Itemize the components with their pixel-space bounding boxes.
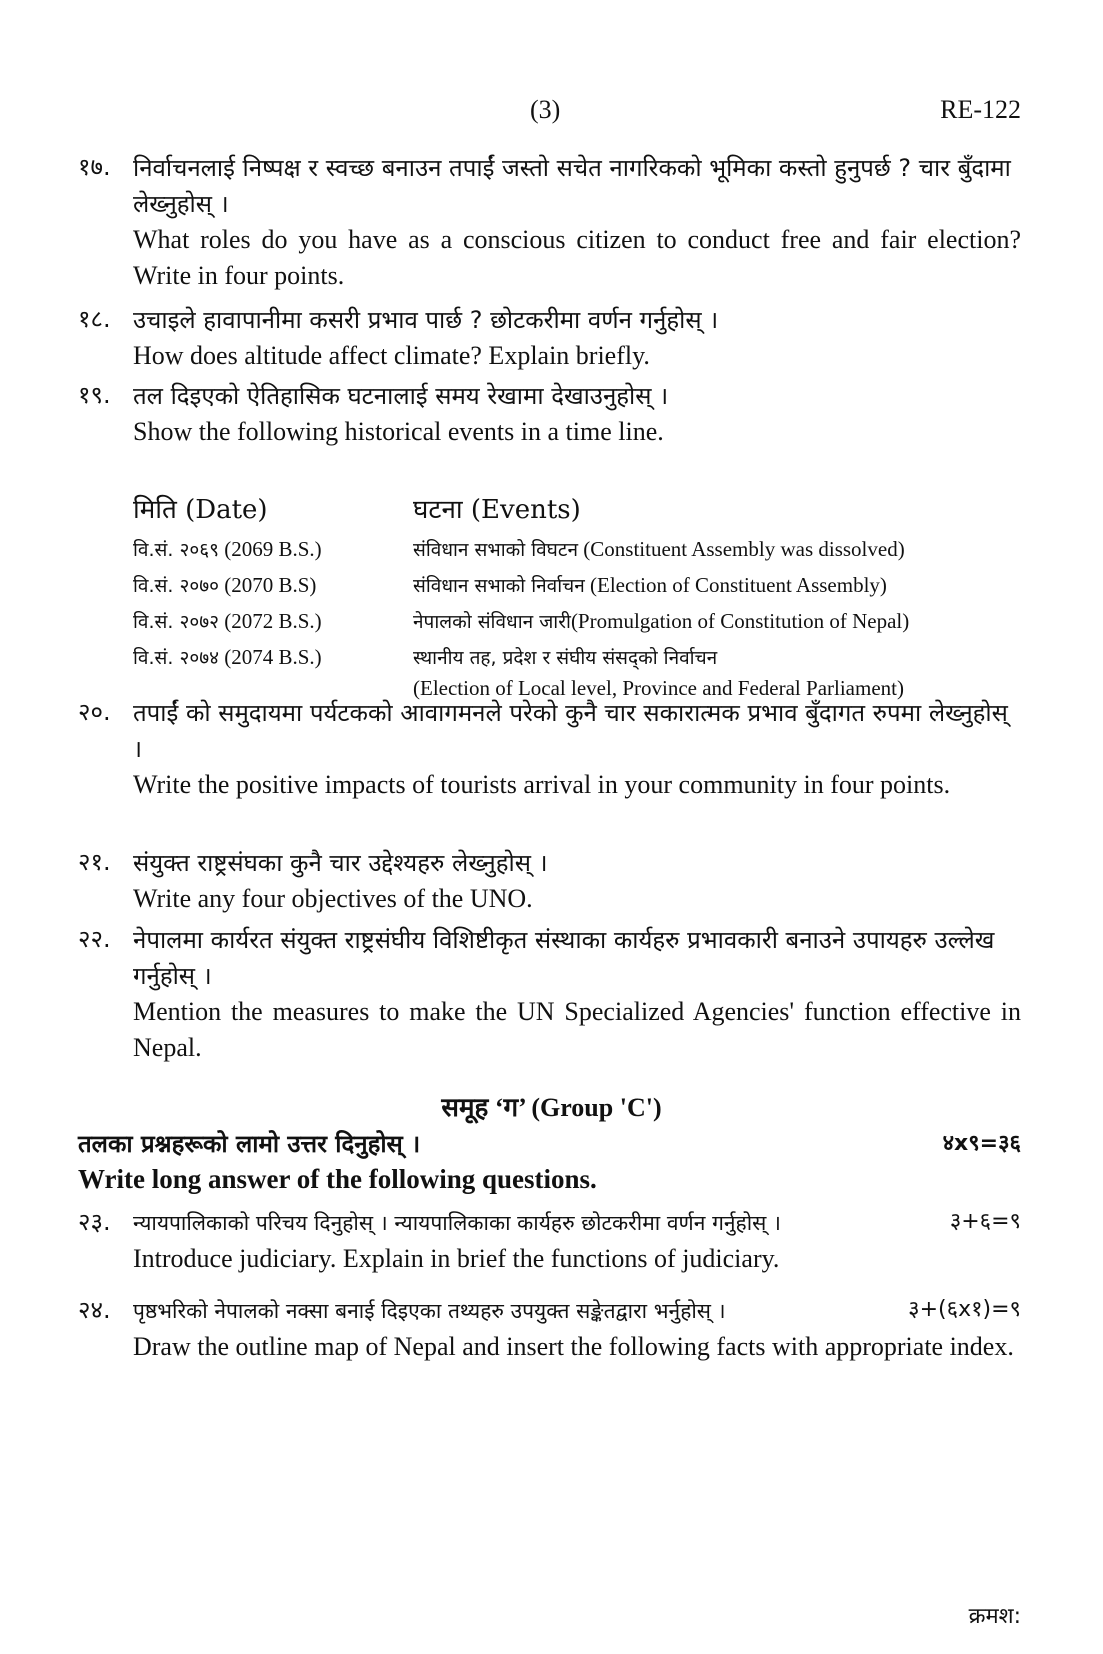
question-number: २२. <box>78 925 111 953</box>
table-row <box>133 608 1033 644</box>
question-text-np: तपाईं को समुदायमा पर्यटकको आवागमनले परेको कुनै चार सकारात्मक प्रभाव बुँदागत रुपमा लेख्नुहोस् । <box>133 699 1008 763</box>
question-text-en: Mention the measures to make the UN Specialized Agencies' function effective in Nepal. <box>133 997 1021 1062</box>
instruction-np: तलका प्रश्नहरूको लामो उत्तर दिनुहोस् । <box>78 1130 421 1158</box>
question-text-np: संयुक्त राष्ट्रसंघका कुनै चार उद्देश्यहरु लेख्नुहोस् । <box>133 849 548 877</box>
question-text-en: Show the following historical events in a time line. <box>133 417 664 446</box>
event-np: स्थानीय तह, प्रदेश र संघीय संसद्को निर्वाचन <box>413 647 718 669</box>
date-en: (2074 B.S.) <box>224 645 322 669</box>
question-number: २३. <box>78 1208 111 1236</box>
date-en: (2070 B.S) <box>224 573 317 597</box>
timeline-table <box>133 490 1033 712</box>
event-en: (Election of Constituent Assembly) <box>590 573 887 597</box>
instruction-en-row <box>78 1164 1021 1195</box>
event-np: संविधान सभाको निर्वाचन <box>413 575 585 597</box>
question-23 <box>78 1205 1021 1277</box>
question-19 <box>78 378 1021 450</box>
question-24 <box>78 1293 1021 1365</box>
question-22 <box>78 922 1021 1066</box>
question-marks: ३+(६x१)=९ <box>908 1297 1021 1322</box>
question-number: २०. <box>78 698 111 726</box>
question-text-en: How does altitude affect climate? Explain briefly. <box>133 341 650 370</box>
date-np: वि.सं. २०७४ <box>133 647 219 669</box>
question-18 <box>78 302 1021 374</box>
question-number: २१. <box>78 848 111 876</box>
question-text-en: Introduce judiciary. Explain in brief the functions of judiciary. <box>133 1244 780 1273</box>
question-number: १९. <box>78 381 111 409</box>
question-text-en: Draw the outline map of Nepal and insert the following facts with appropriate index. <box>133 1332 1014 1361</box>
date-en: (2072 B.S.) <box>224 609 322 633</box>
group-c-title: समूह ‘ग’ (Group 'C') <box>441 1093 662 1122</box>
question-text-en: Write any four objectives of the UNO. <box>133 884 533 913</box>
paper-code: RE-122 <box>940 95 1021 124</box>
question-text-np: उचाइले हावापानीमा कसरी प्रभाव पार्छ ? छोटकरीमा वर्णन गर्नुहोस् । <box>133 306 719 334</box>
instruction-np-row <box>78 1127 1021 1160</box>
question-21 <box>78 845 1021 917</box>
question-marks: ३+६=९ <box>949 1209 1021 1234</box>
event-np: नेपालको संविधान जारी <box>413 611 571 633</box>
event-en: (Promulgation of Constitution of Nepal) <box>570 609 910 633</box>
date-np: वि.सं. २०७० <box>133 575 219 597</box>
question-text-np: निर्वाचनलाई निष्पक्ष र स्वच्छ बनाउन तपाईं जस्तो सचेत नागरिकको भूमिका कस्तो हुनुपर्छ ? चार बुँदामा लेख्नुहोस् । <box>133 154 1011 218</box>
event-en: (Constituent Assembly was dissolved) <box>583 537 905 561</box>
date-np: वि.सं. २०७२ <box>133 611 219 633</box>
question-number: २४. <box>78 1296 111 1324</box>
instruction-en: Write long answer of the following questions. <box>78 1164 597 1194</box>
continued-note: क्रमश: <box>968 1604 1021 1629</box>
group-marks: ४x९=३६ <box>942 1131 1021 1156</box>
event-en: (Election of Local level, Province and Federal Parliament) <box>413 676 904 700</box>
table-row <box>133 572 1033 608</box>
events-column-header: घटना (Events) <box>413 495 581 525</box>
date-en: (2069 B.S.) <box>224 537 322 561</box>
question-text-np: न्यायपालिकाको परिचय दिनुहोस् । न्यायपालिकाका कार्यहरु छोटकरीमा वर्णन गर्नुहोस् । <box>133 1211 781 1235</box>
question-number: १८. <box>78 305 111 333</box>
date-column-header: मिति (Date) <box>133 495 268 525</box>
page-header <box>0 95 1103 135</box>
table-header <box>133 490 1033 536</box>
question-17 <box>78 150 1021 294</box>
question-text-np: पृष्ठभरिको नेपालको नक्सा बनाई दिइएका तथ्यहरु उपयुक्त सङ्केतद्वारा भर्नुहोस् । <box>133 1299 726 1323</box>
date-np: वि.सं. २०६९ <box>133 539 219 561</box>
question-text-en: Write the positive impacts of tourists arrival in your community in four points. <box>133 770 951 799</box>
question-number: १७. <box>78 153 111 181</box>
question-text-np: तल दिइएको ऐतिहासिक घटनालाई समय रेखामा देखाउनुहोस् । <box>133 382 669 410</box>
question-text-en: What roles do you have as a conscious citizen to conduct free and fair election? Write in four points. <box>133 225 1021 290</box>
event-np: संविधान सभाको विघटन <box>413 539 579 561</box>
question-text-np: नेपालमा कार्यरत संयुक्त राष्ट्रसंघीय विशिष्टीकृत संस्थाका कार्यहरु प्रभावकारी बनाउने उपायहरु उल्लेख गर्नुहोस् । <box>133 926 995 990</box>
table-row <box>133 536 1033 572</box>
page-number: (3) <box>530 95 561 124</box>
question-20 <box>78 695 1021 803</box>
